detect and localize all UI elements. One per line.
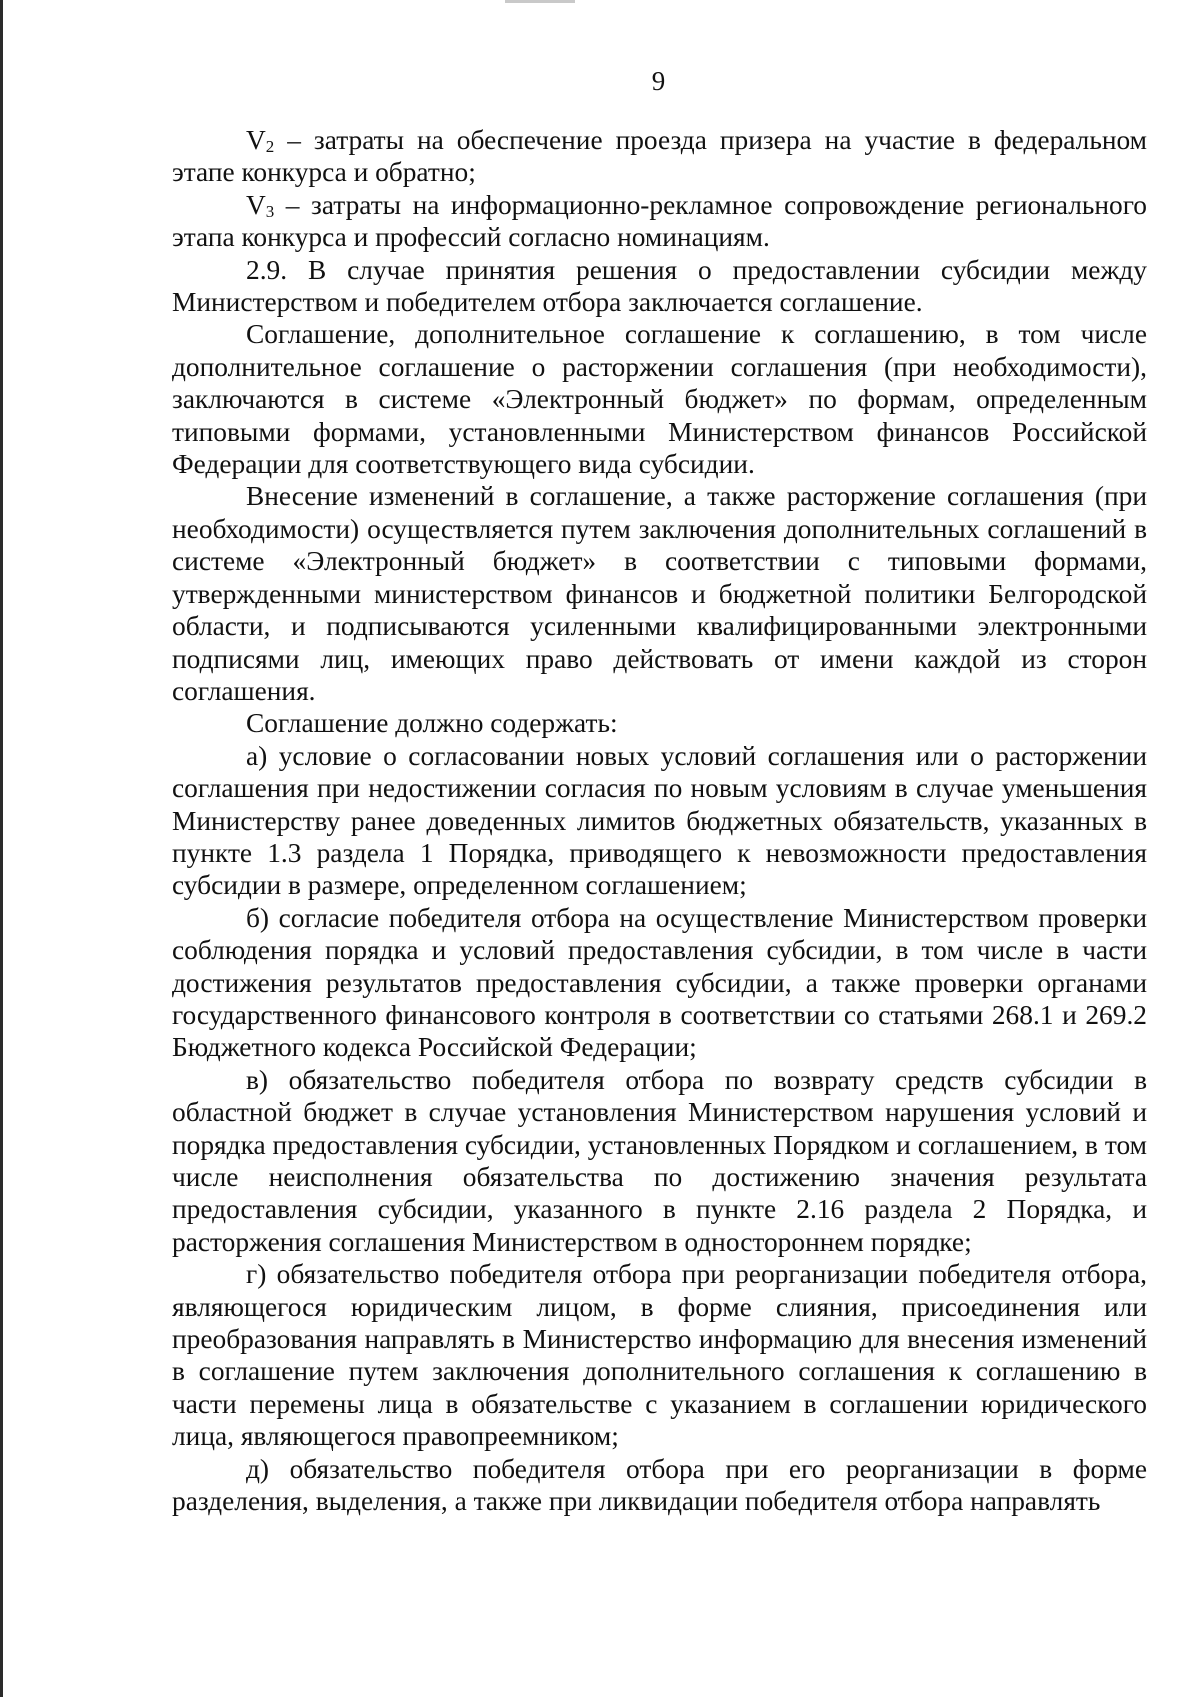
scan-top-mark <box>505 0 575 3</box>
clause-2-9: 2.9. В случае принятия решения о предоставлении субсидии между Министерством и победителем отбора заключается соглашение. <box>172 254 1147 318</box>
term-definition: – затраты на обеспечение проезда призера на участие в федеральном этапе конкурса и обратно; <box>172 125 1147 188</box>
term-definition: – затраты на информационно-рекламное сопровождение регионального этапа конкурса и профессий согласно номинациям. <box>172 189 1147 253</box>
list-item-v: в) обязательство победителя отбора по возврату средств субсидии в областной бюджет в случае установления Министерством нарушения условий и порядка предоставления субсидии, установленных Порядком и соглашением, в том числе неисполнения обязательства по достижению значения результата предоставления субсидии, указанного в пункте 2.16 раздела 2 Порядка, и расторжения соглашения Министерством в одностороннем порядке; <box>172 1064 1147 1257</box>
formula-term-v3 <box>172 189 1147 254</box>
paragraph-agreement-forms: Соглашение, дополнительное соглашение к соглашению, в том числе дополнительное соглашение о расторжении соглашения (при необходимости), заключаются в системе «Электронный бюджет» по формам, определенным типовыми формами, установленными Министерством финансов Российской Федерации для соответствующего вида субсидии. <box>172 319 1147 480</box>
variable-symbol: V <box>246 125 266 155</box>
variable-index: 3 <box>265 201 275 221</box>
scan-edge <box>0 0 3 1697</box>
list-item-d: д) обязательство победителя отбора при его реорганизации в форме разделения, выделения, а также при ликвидации победителя отбора направлять <box>172 1453 1147 1517</box>
list-item-g: г) обязательство победителя отбора при реорганизации победителя отбора, являющегося юридическим лицом, в форме слияния, присоединения или преобразования направлять в Министерство информацию для внесения изменений в соглашение путем заключения дополнительного соглашения к соглашению в части перемены лица в обязательстве с указанием в соглашении юридического лица, являющегося правопреемником; <box>172 1259 1147 1452</box>
paragraph-agreement-changes: Внесение изменений в соглашение, а также расторжение соглашения (при необходимости) осуществляется путем заключения дополнительных соглашений в системе «Электронный бюджет» в соответствии с типовыми формами, утвержденными министерством финансов и бюджетной политики Белгородской области, и подписываются усиленными квалифицированными электронными подписями лиц, имеющих право действовать от имени каждой из сторон соглашения. <box>172 481 1147 706</box>
list-item-a: а) условие о согласовании новых условий соглашения или о расторжении соглашения при недостижении согласия по новым условиям в случае уменьшения Министерству ранее доведенных лимитов бюджетных обязательств, указанных в пункте 1.3 раздела 1 Порядка, приводящего к невозможности предоставления субсидии в размере, определенном соглашением; <box>172 740 1147 901</box>
document-body <box>172 124 1147 1517</box>
variable-symbol: V <box>246 189 266 220</box>
variable-index: 2 <box>265 137 275 156</box>
list-item-b: б) согласие победителя отбора на осуществление Министерством проверки соблюдения порядка и условий предоставления субсидии, в том числе в части достижения результатов предоставления субсидии, а также проверки органами государственного финансового контроля в соответствии со статьями 268.1 и 269.2 Бюджетного кодекса Российской Федерации; <box>172 902 1147 1063</box>
page-number: 9 <box>651 66 666 96</box>
paragraph-agreement-contents: Соглашение должно содержать: <box>246 708 618 739</box>
formula-term-v2 <box>172 124 1147 189</box>
